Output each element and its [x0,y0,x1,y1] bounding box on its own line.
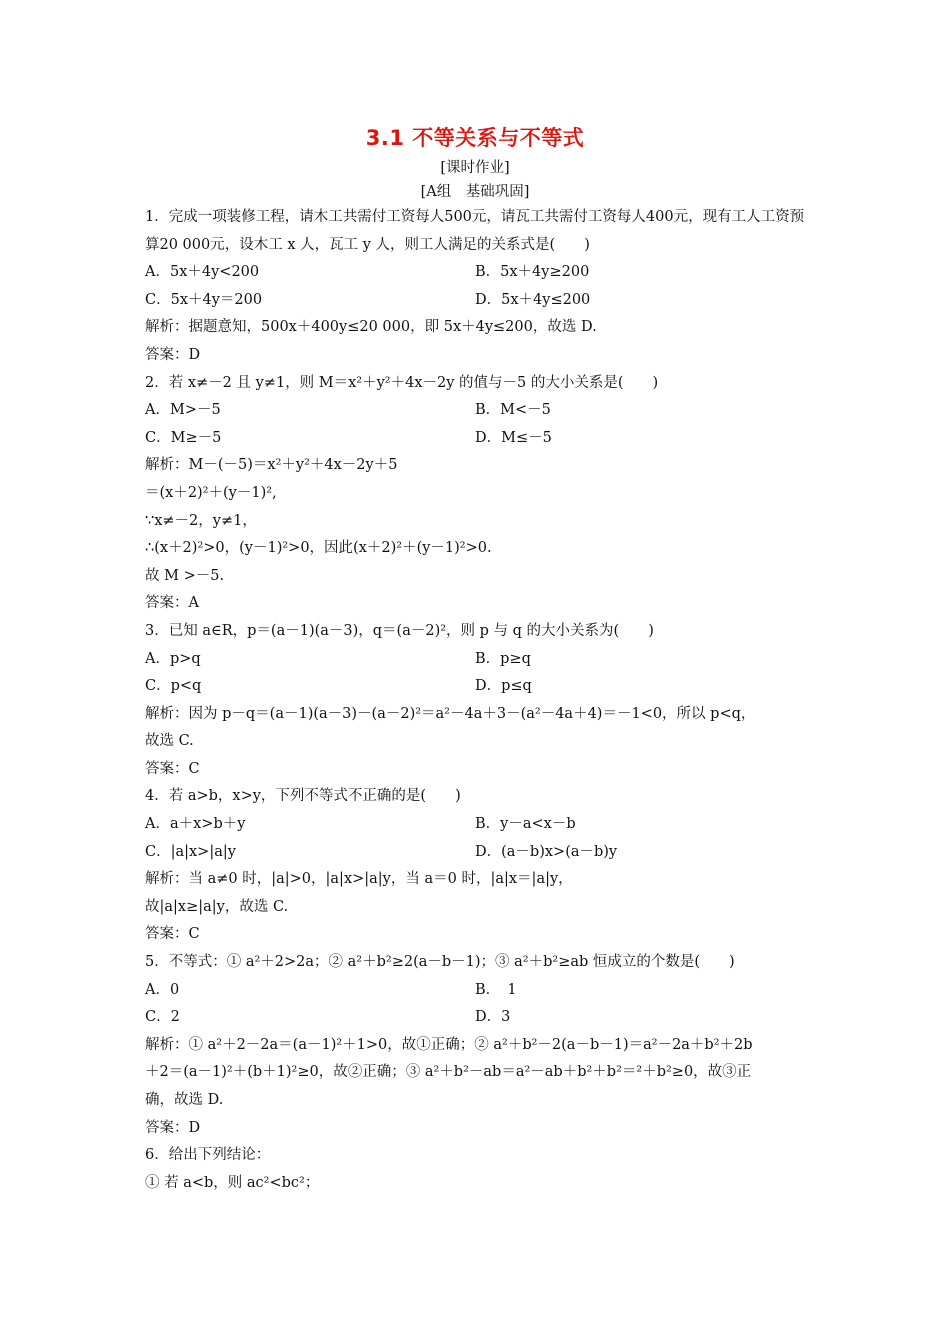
option-row [145,839,815,867]
option-c: C．2 [145,1009,180,1026]
answer-line: 答案：A [145,595,199,612]
question-4 [145,783,815,949]
question-stem: 3．已知 a∈R，p＝(a－1)(a－3)，q＝(a－2)²，则 p 与 q 的大小关系为( ) [145,622,654,639]
option-c: C．p<q [145,678,202,695]
answer-line: 答案：D [145,346,201,363]
analysis-line: 解析：当 a≠0 时，|a|>0，|a|x>|a|y，当 a＝0 时，|a|x＝|a|y， [145,871,573,888]
analysis-line: ＝(x＋2)²＋(y－1)², [145,484,277,501]
analysis-line: ＋2＝(a－1)²＋(b＋1)²≥0，故②正确；③ a²＋b²－ab＝a²－ab＋b²＋b²＝²＋b²≥0，故③正 [145,1064,752,1081]
option-a: A．M>－5 [145,402,221,419]
option-a: A．0 [145,981,180,998]
option-row [145,287,815,315]
option-row [145,673,815,701]
option-d: D．3 [475,1009,511,1026]
analysis-line: ∵x≠－2，y≠1， [145,512,257,529]
option-b: B．y－a<x－b [475,816,576,833]
option-c: C．5x＋4y＝200 [145,291,263,308]
question-5 [145,949,815,1142]
option-row [145,977,815,1005]
question-list [145,204,815,1197]
analysis-line: 解析：① a²＋2－2a＝(a－1)²＋1>0，故①正确；② a²＋b²－2(a－b－1)＝a²－2a＋b²＋2b [145,1036,753,1053]
option-d: D．M≤－5 [475,429,552,446]
option-a: A．5x＋4y<200 [145,264,260,281]
question-stem: 2．若 x≠－2 且 y≠1，则 M＝x²＋y²＋4x－2y 的值与－5 的大小关系是( ) [145,374,659,391]
option-c: C．M≥－5 [145,429,222,446]
analysis-line: 故 M >－5. [145,567,225,584]
question-1 [145,204,815,370]
option-row [145,425,815,453]
option-b: B．p≥q [475,650,531,667]
option-d: D．p≤q [475,678,532,695]
question-stem: 1．完成一项装修工程，请木工共需付工资每人500元，请瓦工共需付工资每人400元，现有工人工资预算20 000元，设木工 x 人，瓦工 y 人，则工人满足的关系式是( ) [145,209,805,253]
option-row [145,811,815,839]
answer-line: 答案：C [145,926,200,943]
question-6 [145,1142,815,1197]
option-b: B．M<－5 [475,402,551,419]
option-a: A．a＋x>b＋y [145,816,246,833]
analysis-line: 解析：因为 p－q＝(a－1)(a－3)－(a－2)²＝a²－4a＋3－(a²－4a＋4)＝－1<0，所以 p<q， [145,705,756,722]
analysis-line: 解析：据题意知，500x＋400y≤20 000，即 5x＋4y≤200，故选 D. [145,319,597,336]
option-row [145,1004,815,1032]
question-stem: 6．给出下列结论： [145,1147,271,1164]
analysis-line: 确，故选 D. [145,1092,224,1108]
question-3 [145,618,815,784]
option-d: D．(a－b)x>(a－b)y [475,843,618,860]
question-2 [145,370,815,618]
analysis-line: 解析：M－(－5)＝x²＋y²＋4x－2y＋5 [145,457,398,474]
option-row [145,646,815,674]
option-b: B． 1 [475,981,517,998]
option-a: A．p>q [145,650,201,667]
analysis-line: 故|a|x≥|a|y，故选 C. [145,898,289,915]
answer-line: 答案：C [145,760,200,777]
document-title: 3.1 不等关系与不等式 [365,126,585,150]
analysis-line: ∴(x＋2)²>0，(y－1)²>0，因此(x＋2)²＋(y－1)²>0. [145,540,492,557]
option-row [145,259,815,287]
document-subtitle: [课时作业] [440,160,510,176]
option-b: B．5x＋4y≥200 [475,264,590,281]
question-stem: 4．若 a>b，x>y，下列不等式不正确的是( ) [145,788,461,805]
analysis-line: 故选 C. [145,733,194,750]
statement-item: ① 若 a<b，则 ac²<bc²； [145,1174,320,1191]
answer-line: 答案：D [145,1119,201,1136]
option-d: D．5x＋4y≤200 [475,291,591,308]
option-c: C．|a|x>|a|y [145,843,236,860]
option-row [145,397,815,425]
question-stem: 5．不等式：① a²＋2>2a；② a²＋b²≥2(a－b－1)；③ a²＋b²≥ab 恒成立的个数是( ) [145,954,735,971]
section-heading: [A组 基础巩固] [420,184,530,200]
